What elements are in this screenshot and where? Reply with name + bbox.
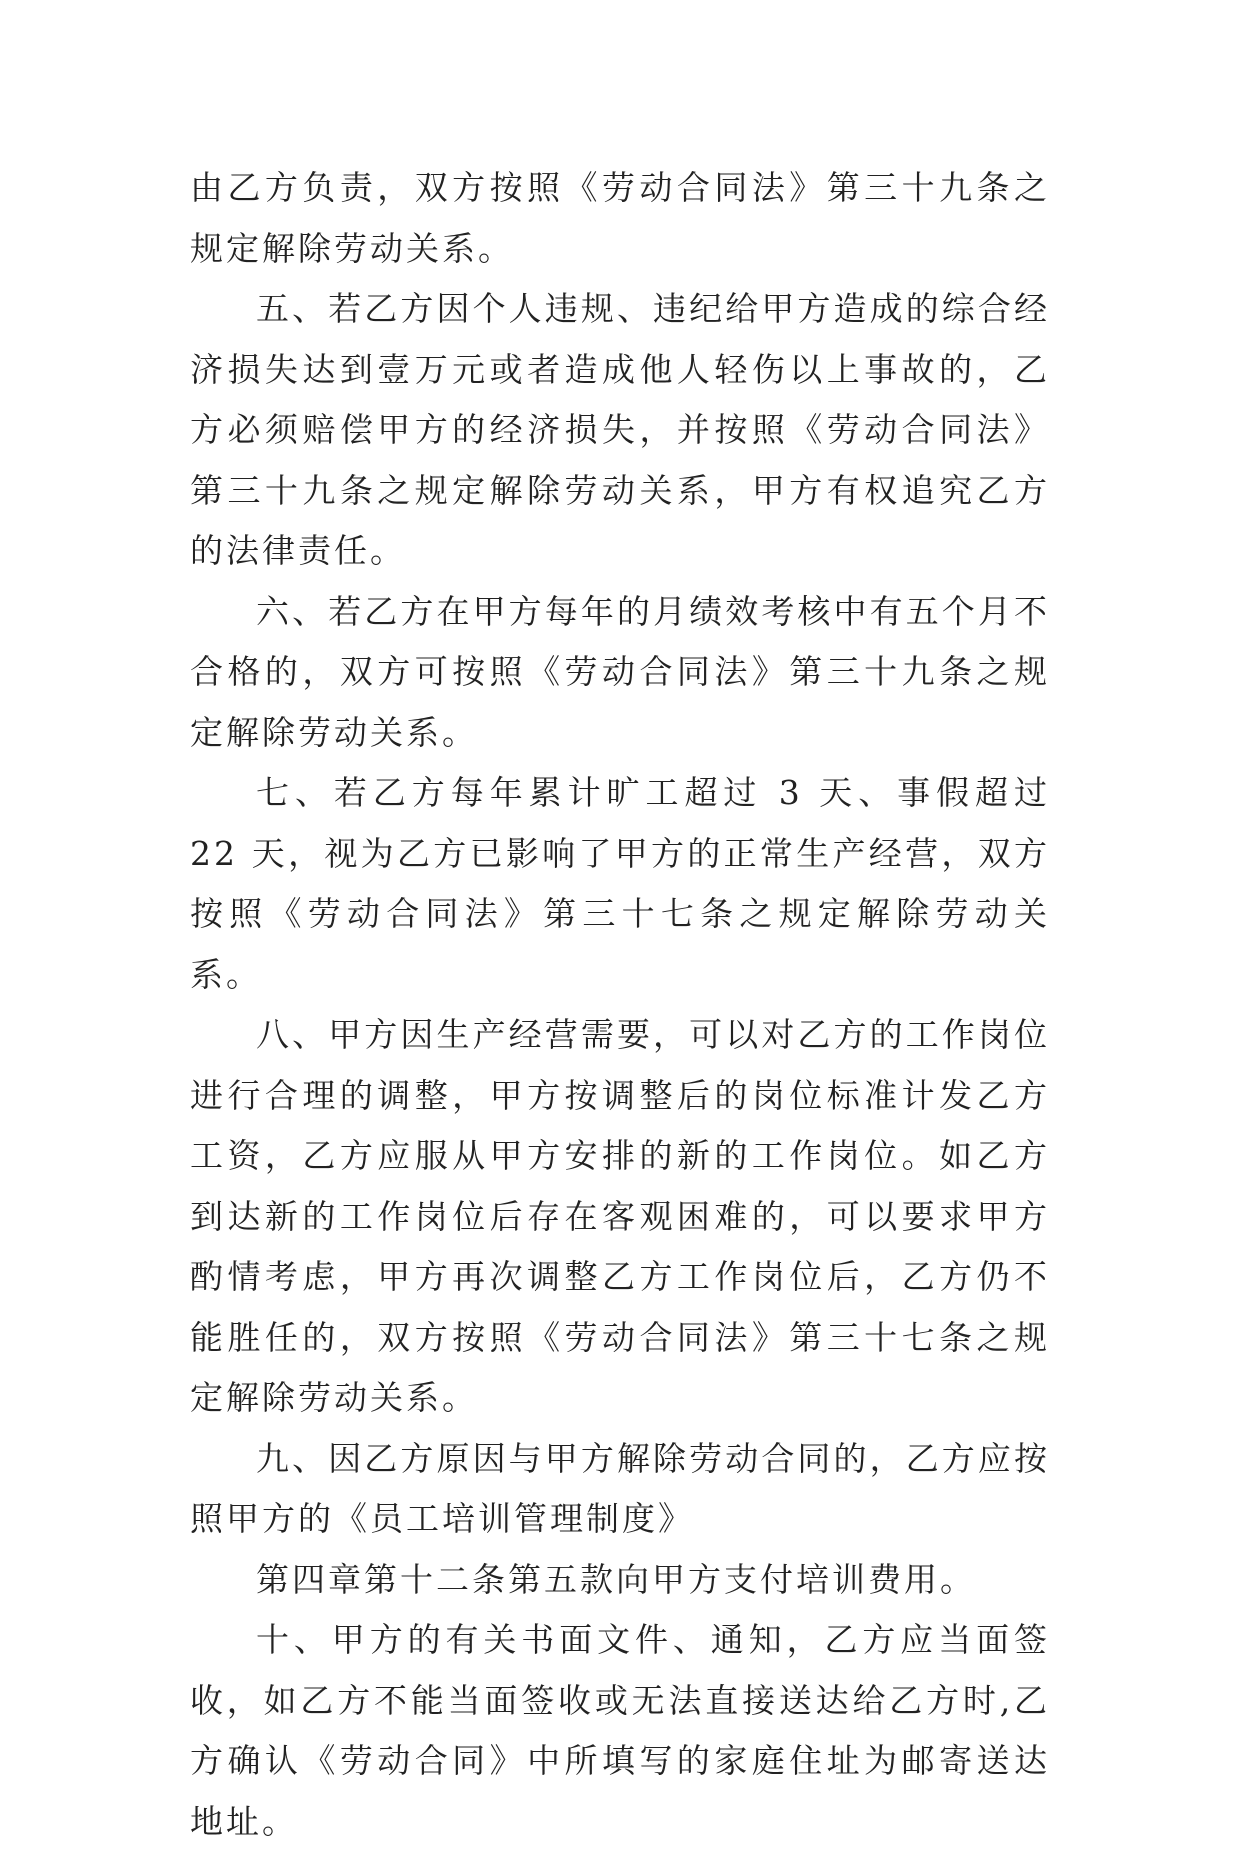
- document-body: [190, 158, 1050, 1852]
- paragraph-clause-10: 十、甲方的有关书面文件、通知，乙方应当面签收，如乙方不能当面签收或无法直接送达给乙方时,乙方确认《劳动合同》中所填写的家庭住址为邮寄送达地址。: [190, 1620, 1050, 1841]
- paragraph-clause-7: 七、若乙方每年累计旷工超过 3 天、事假超过 22 天，视为乙方已影响了甲方的正常生产经营，双方按照《劳动合同法》第三十七条之规定解除劳动关系。: [190, 773, 1050, 994]
- paragraph-clause-9-continued: 第四章第十二条第五款向甲方支付培训费用。: [256, 1559, 976, 1599]
- paragraph-clause-5: 五、若乙方因个人违规、违纪给甲方造成的综合经济损失达到壹万元或者造成他人轻伤以上事故的，乙方必须赔偿甲方的经济损失，并按照《劳动合同法》第三十九条之规定解除劳动关系，甲方有权追究乙方的法律责任。: [190, 289, 1050, 570]
- paragraph-clause-6: 六、若乙方在甲方每年的月绩效考核中有五个月不合格的，双方可按照《劳动合同法》第三十九条之规定解除劳动关系。: [190, 591, 1050, 752]
- paragraph-clause-8: 八、甲方因生产经营需要，可以对乙方的工作岗位进行合理的调整，甲方按调整后的岗位标准计发乙方工资，乙方应服从甲方安排的新的工作岗位。如乙方到达新的工作岗位后存在客观困难的，可以要求甲方酌情考虑，甲方再次调整乙方工作岗位后，乙方仍不能胜任的，双方按照《劳动合同法》第三十七条之规定解除劳动关系。: [190, 1015, 1050, 1417]
- paragraph-continuation: 由乙方负责，双方按照《劳动合同法》第三十九条之规定解除劳动关系。: [190, 168, 1050, 268]
- paragraph-clause-9: 九、因乙方原因与甲方解除劳动合同的，乙方应按照甲方的《员工培训管理制度》: [190, 1438, 1050, 1538]
